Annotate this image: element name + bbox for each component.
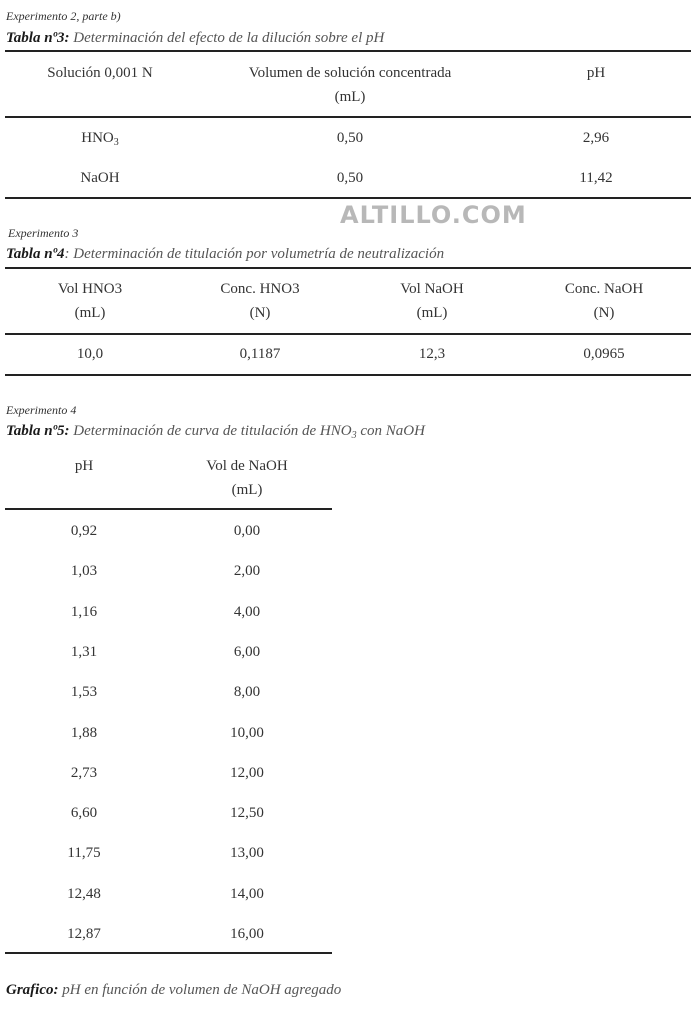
watermark: ALTILLO.COM (340, 201, 527, 229)
table-5-cell-vol: 6,00 (233, 644, 261, 660)
table-3-caption (6, 30, 384, 47)
table-5-cell-ph: 1,53 (70, 684, 98, 700)
table-3-header-volume-unit: (mL) (334, 89, 366, 105)
table-4-header-rule (5, 333, 691, 335)
table-4-header-vol-naoh-unit: (mL) (416, 305, 448, 321)
table-5-cell-ph: 6,60 (70, 805, 98, 821)
experiment-4-label: Experimento 4 (6, 403, 77, 417)
table-3-cell-solution (50, 126, 150, 150)
table-3-header-solution: Solución 0,001 N (47, 65, 153, 81)
table-4-header-conc-hno3: Conc. HNO3 (220, 281, 300, 297)
table-5-header-rule (5, 508, 332, 510)
graph-caption-text: pH en función de volumen de NaOH agregado (58, 982, 342, 998)
table-5-cell-vol: 2,00 (233, 563, 261, 579)
table-4-cell-vol-hno3: 10,0 (76, 346, 104, 362)
experiment-2-label: Experimento 2, parte b) (6, 9, 121, 23)
solution-formula: HNO (81, 130, 114, 146)
table-4-cell-conc-hno3: 0,1187 (239, 346, 281, 362)
table-4-cell-conc-naoh: 0,0965 (583, 346, 625, 362)
table-5-cell-vol: 12,00 (230, 765, 264, 781)
table-3-caption-text: Determinación del efecto de la dilución sobre el pH (69, 30, 385, 46)
table-4-header-conc-hno3-unit: (N) (249, 305, 271, 321)
table-4-header-conc-naoh-unit: (N) (593, 305, 615, 321)
table-5-cell-vol: 14,00 (230, 886, 264, 902)
table-5-cell-ph: 1,31 (70, 644, 98, 660)
table-5-bottom-rule (5, 952, 332, 954)
table-5-header-vol-naoh: Vol de NaOH (206, 458, 288, 474)
table-4-caption-text: : Determinación de titulación por volumetría de neutralización (64, 246, 445, 262)
table-5-cell-ph: 1,16 (70, 604, 98, 620)
table-4-header-vol-naoh: Vol NaOH (400, 281, 464, 297)
table-5-cell-ph: 1,88 (70, 725, 98, 741)
table-5-cell-ph: 12,87 (67, 926, 101, 942)
table-3-top-rule (5, 50, 691, 52)
table-4-bottom-rule (5, 374, 691, 376)
table-5-cell-vol: 0,00 (233, 523, 261, 539)
graph-caption-bold: Grafico: (6, 982, 59, 998)
table-3-cell-volume: 0,50 (336, 170, 364, 186)
solution-subscript: 3 (113, 137, 119, 148)
table-5-cell-vol: 16,00 (230, 926, 264, 942)
table-4-top-rule (5, 267, 691, 269)
table-4-header-conc-naoh: Conc. NaOH (564, 281, 644, 297)
table-3-cell-solution: NaOH (80, 170, 120, 186)
table-3-cell-volume: 0,50 (336, 130, 364, 146)
table-5-cell-ph: 2,73 (70, 765, 98, 781)
table-4-header-vol-hno3: Vol HNO3 (57, 281, 123, 297)
table-5-caption-bold: Tabla nº5: (6, 423, 70, 439)
table-4-cell-vol-naoh: 12,3 (418, 346, 446, 362)
graph-caption (6, 982, 341, 999)
table-5-cell-ph: 12,48 (67, 886, 101, 902)
table-5-caption-text: Determinación de curva de titulación de HNO (69, 423, 352, 439)
table-5-cell-vol: 4,00 (233, 604, 261, 620)
table-3-header-volume: Volumen de solución concentrada (248, 65, 452, 81)
table-5-caption-tail: con NaOH (356, 423, 425, 439)
table-5-caption (6, 423, 425, 440)
table-5-cell-ph: 11,75 (67, 845, 101, 861)
table-4-caption-bold: Tabla nº4 (6, 246, 65, 262)
table-5-header-ph: pH (74, 458, 94, 474)
table-3-cell-ph: 11,42 (579, 170, 613, 186)
table-3-header-ph: pH (586, 65, 606, 81)
table-5-cell-vol: 13,00 (230, 845, 264, 861)
table-5-cell-ph: 0,92 (70, 523, 98, 539)
experiment-3-label: Experimento 3 (8, 226, 79, 240)
table-5-cell-vol: 10,00 (230, 725, 264, 741)
table-5-cell-ph: 1,03 (70, 563, 98, 579)
table-3-bottom-rule (5, 197, 691, 199)
table-5-cell-vol: 8,00 (233, 684, 261, 700)
table-4-header-vol-hno3-unit: (mL) (74, 305, 106, 321)
table-3-cell-ph: 2,96 (582, 130, 610, 146)
table-5-cell-vol: 12,50 (230, 805, 264, 821)
table-5-caption-subscript: 3 (351, 430, 357, 441)
table-3-caption-bold: Tabla nº3: (6, 30, 70, 46)
table-4-caption (6, 246, 444, 263)
table-3-header-rule (5, 116, 691, 118)
table-5-header-vol-naoh-unit: (mL) (231, 482, 263, 498)
